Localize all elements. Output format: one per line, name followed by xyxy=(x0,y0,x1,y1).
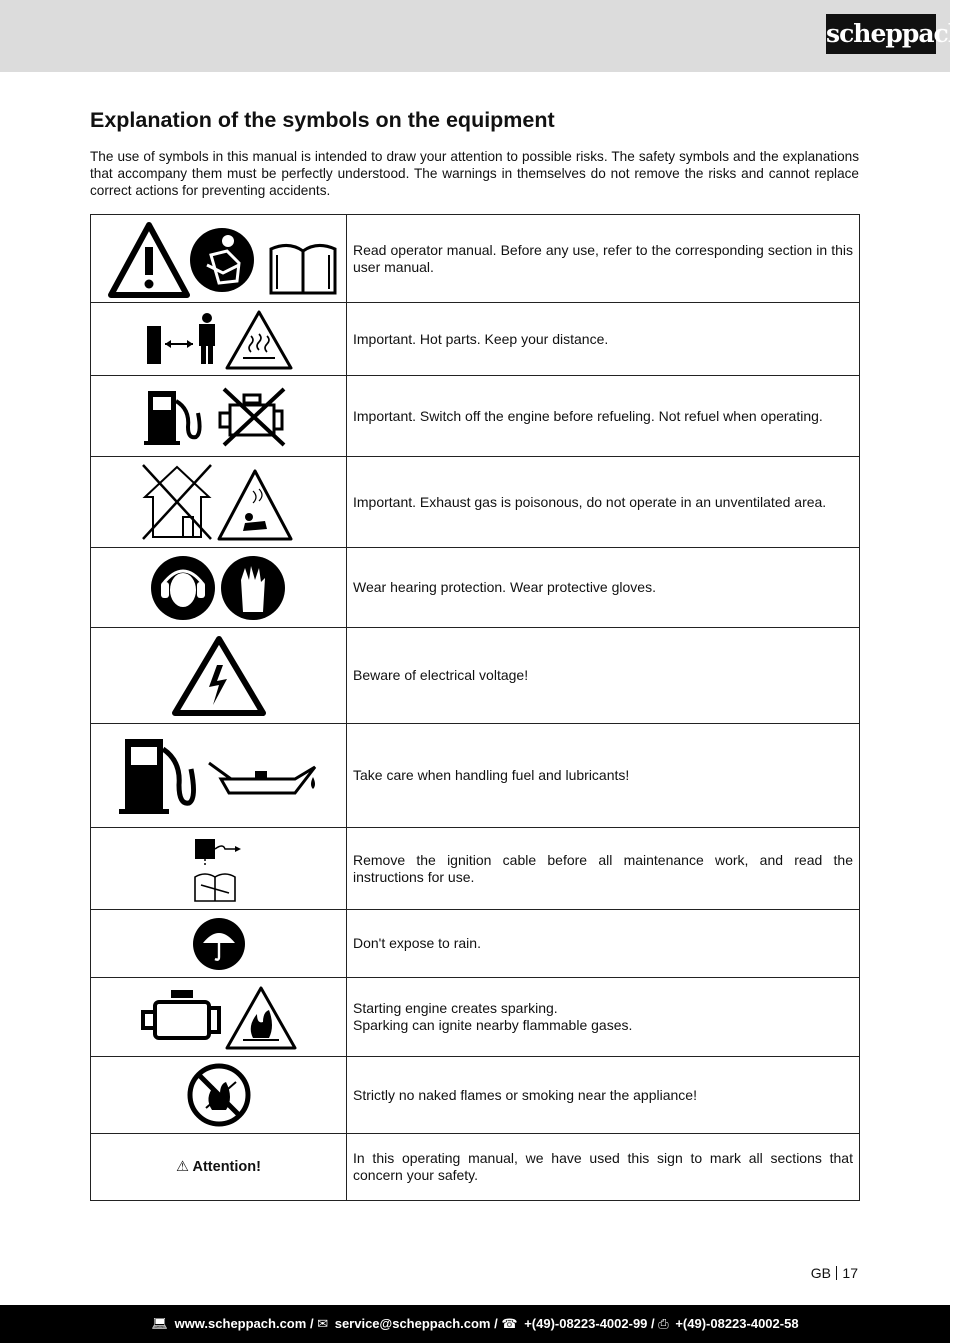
top-bar xyxy=(0,0,965,72)
footer-bar xyxy=(0,1305,950,1343)
table-row xyxy=(91,724,860,828)
symbol-cell xyxy=(91,548,347,628)
symbols-table xyxy=(90,214,860,1201)
table-row xyxy=(91,303,860,376)
description-cell xyxy=(347,457,860,548)
description-cell xyxy=(347,1134,860,1201)
table-row xyxy=(91,1057,860,1134)
toxic-fumes-warning-icon xyxy=(219,471,291,539)
description-text: Don't expose to rain. xyxy=(353,935,481,951)
table-row xyxy=(91,457,860,548)
attention-label: ⚠ Attention! xyxy=(176,1159,261,1175)
footer-separator: / xyxy=(651,1316,655,1331)
email-icon: ✉︎ xyxy=(317,1316,329,1331)
description-text: Important. Switch off the engine before refueling. Not refuel when operating. xyxy=(353,407,823,424)
description-text: Strictly no naked flames or smoking near the appliance! xyxy=(353,1086,697,1103)
oil-can-icon xyxy=(209,763,315,793)
description-cell xyxy=(347,910,860,978)
description-cell xyxy=(347,828,860,910)
symbol-cell xyxy=(91,724,347,828)
description-cell xyxy=(347,376,860,457)
table-row xyxy=(91,978,860,1057)
description-text: Take care when handling fuel and lubricants! xyxy=(353,767,630,783)
description-text: In this operating manual, we have used this sign to mark all sections that concern your safety. xyxy=(353,1150,853,1183)
description-cell xyxy=(347,1057,860,1134)
description-text: Read operator manual. Before any use, refer to the corresponding section in this user manual. xyxy=(353,241,853,275)
symbol-cell xyxy=(91,978,347,1057)
flammable-warning-icon xyxy=(227,988,295,1048)
symbol-cell xyxy=(91,1134,347,1201)
table-row xyxy=(91,628,860,724)
footer-website[interactable]: www.scheppach.com xyxy=(174,1316,307,1331)
computer-icon: 💻︎ xyxy=(151,1316,168,1331)
warning-triangle-icon xyxy=(111,225,187,295)
page-language: GB xyxy=(810,1265,831,1281)
description-cell xyxy=(347,548,860,628)
symbol-cell xyxy=(91,910,347,978)
umbrella-icon xyxy=(193,918,245,970)
open-book-icon xyxy=(271,245,335,293)
table-row xyxy=(91,1134,860,1201)
no-indoor-use-icon xyxy=(143,465,211,539)
description-cell xyxy=(347,303,860,376)
symbol-cell xyxy=(91,303,347,376)
keep-distance-icon xyxy=(147,313,215,364)
symbol-cell xyxy=(91,1057,347,1134)
description-cell xyxy=(347,724,860,828)
page-separator xyxy=(836,1266,838,1280)
hearing-protection-icon xyxy=(151,556,215,620)
footer-email[interactable]: service@scheppach.com xyxy=(334,1316,491,1331)
table-row xyxy=(91,548,860,628)
ignition-cable-icon xyxy=(195,839,241,865)
no-naked-flames-icon xyxy=(190,1066,248,1124)
description-text: Important. Hot parts. Keep your distance. xyxy=(353,330,609,347)
fax-icon: ⎙ xyxy=(658,1316,669,1331)
footer-separator: / xyxy=(494,1316,498,1331)
hot-surface-warning-icon xyxy=(227,312,291,368)
engine-off-icon xyxy=(220,389,284,445)
engine-icon xyxy=(143,990,219,1038)
description-text: Important. Exhaust gas is poisonous, do not operate in an unventilated area. xyxy=(353,493,827,510)
electrical-voltage-warning-icon xyxy=(175,639,263,713)
description-cell xyxy=(347,628,860,724)
description-text: Starting engine creates sparking. xyxy=(353,1000,558,1016)
description-cell xyxy=(347,215,860,303)
footer-fax: +(49)-08223-4002-58 xyxy=(675,1316,799,1331)
description-text: Wear hearing protection. Wear protective gloves. xyxy=(353,579,656,595)
maintenance-manual-icon xyxy=(195,874,235,901)
symbol-cell xyxy=(91,828,347,910)
intro-paragraph: The use of symbols in this manual is intended to draw your attention to possible risks. The safety symbols and the explanations that accompany them must be perfectly understood. The warnings in themselves do not remove the risks and cannot replace correct actions for preventing accidents. xyxy=(90,149,859,198)
symbol-cell xyxy=(91,628,347,724)
fuel-pump-icon xyxy=(144,391,200,445)
description-cell xyxy=(347,978,860,1057)
footer-separator: / xyxy=(309,1316,314,1331)
page-number xyxy=(811,1265,858,1281)
table-row xyxy=(91,828,860,910)
symbol-cell xyxy=(91,376,347,457)
page-number-value: 17 xyxy=(842,1265,858,1281)
table-row xyxy=(91,910,860,978)
read-manual-icon xyxy=(190,228,254,292)
symbol-cell xyxy=(91,457,347,548)
footer-phone: +(49)-08223-4002-99 xyxy=(524,1316,648,1331)
table-row xyxy=(91,376,860,457)
fuel-pump-icon xyxy=(119,739,194,814)
description-text: Sparking can ignite nearby flammable gases. xyxy=(353,1017,633,1033)
page-title: Explanation of the symbols on the equipment xyxy=(90,108,555,132)
protective-gloves-icon xyxy=(221,556,285,620)
symbol-cell xyxy=(91,215,347,303)
table-row xyxy=(91,215,860,303)
phone-icon: ☎︎ xyxy=(501,1316,518,1331)
scheppach-logo: scheppach xyxy=(826,14,936,54)
description-text: Beware of electrical voltage! xyxy=(353,667,529,683)
description-text: Remove the ignition cable before all maintenance work, and read the instructions for use. xyxy=(353,851,853,885)
